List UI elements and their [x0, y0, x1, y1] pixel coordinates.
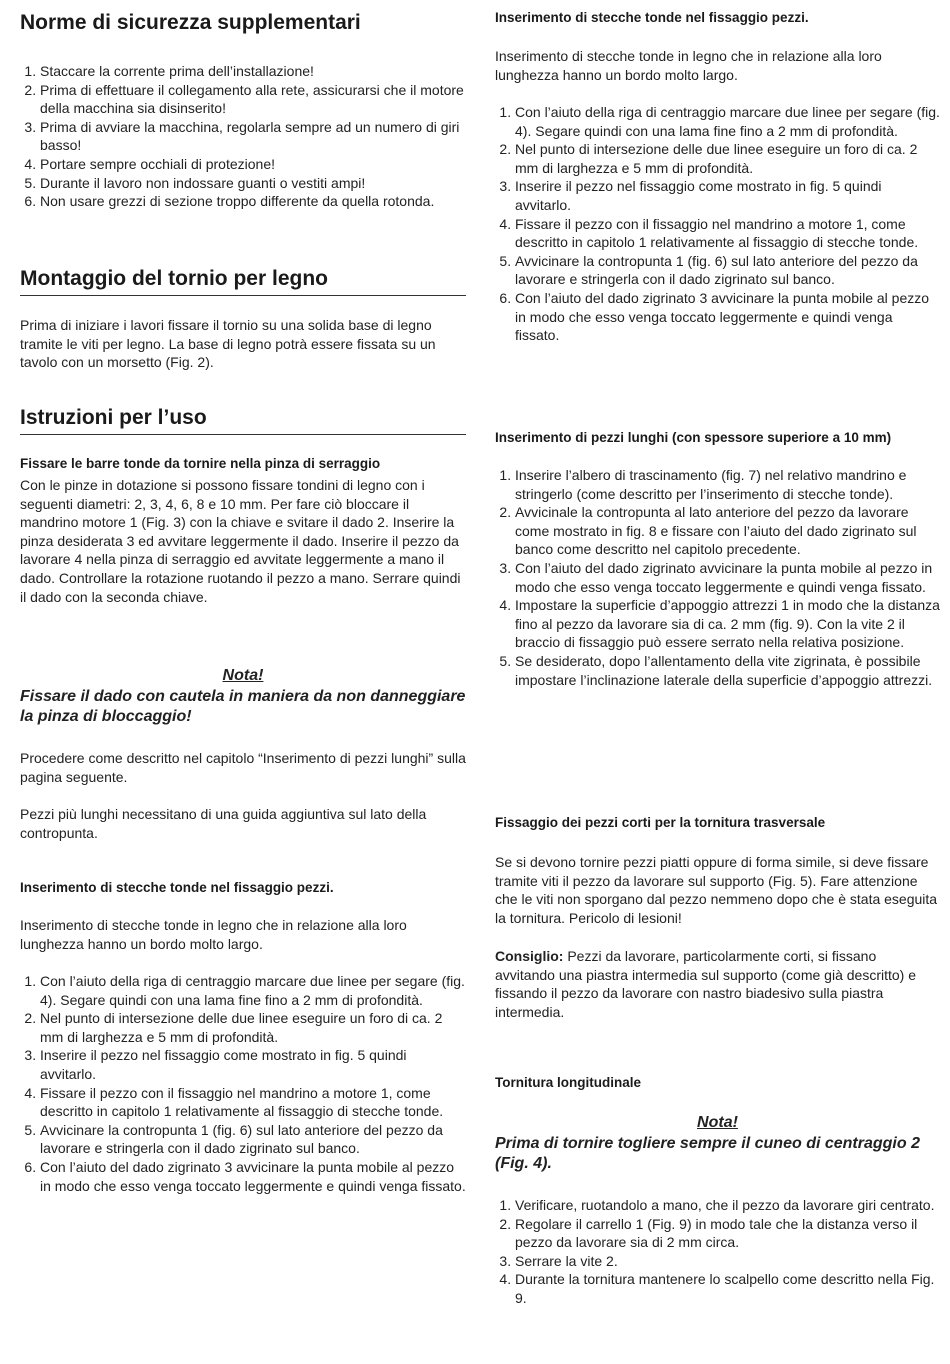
stecche-title: Inserimento di stecche tonde nel fissaggio pezzi. [20, 880, 334, 895]
list-item: 4. Fissare il pezzo con il fissaggio nel mandrino a motore 1, come descritto in capitolo 1 relativamente al fissaggio di stecche tonde. [40, 1084, 466, 1121]
list-item: 3. Prima di avviare la macchina, regolarla sempre ad un numero di giri basso! [40, 118, 466, 155]
list-item: 1. Staccare la corrente prima dell’installazione! [40, 62, 466, 81]
list-item: 2. Prima di effettuare il collegamento alla rete, assicurarsi che il motore della macchina sia disinserito! [40, 81, 466, 118]
stecche-title: Inserimento di stecche tonde nel fissaggio pezzi. [495, 10, 809, 25]
list-item: 5. Durante il lavoro non indossare guanti o vestiti ampi! [40, 174, 466, 193]
list-item: 6. Con l’aiuto del dado zigrinato 3 avvicinare la punta mobile al pezzo in modo che esso venga toccato leggermente e quindi venga fissato. [515, 289, 940, 345]
mounting-text: Prima di iniziare i lavori fissare il tornio su una solida base di legno tramite le viti per legno. La base di legno potrà essere fissata su un tavolo con un morsetto (Fig. 2). [20, 317, 436, 371]
tip-label: Consiglio: [495, 948, 564, 964]
list-item: 2. Avvicinale la contropunta al lato anteriore del pezzo da lavorare come mostrato in fig. 8 e fissare con l’aiuto del dado zigrinato sul banco come descritto nel capitolo precedente. [515, 503, 940, 559]
stecche-intro: Inserimento di stecche tonde in legno che in relazione alla loro lunghezza hanno un bordo molto largo. [495, 48, 882, 83]
nota-box [20, 666, 466, 727]
list-item: 1. Inserire l’albero di trascinamento (fig. 7) nel relativo mandrino e stringerlo (come descritto per l’inserimento di stecche tonde). [515, 466, 940, 503]
list-item: 1. Con l’aiuto della riga di centraggio marcare due linee per segare (fig. 4). Segare quindi con una lama fine fino a 2 mm di profondità. [40, 972, 466, 1009]
nota-text: Prima di tornire togliere sempre il cuneo di centraggio 2 (Fig. 4). [495, 1135, 920, 1172]
nota-title: Nota! [222, 667, 264, 684]
list-item: 3. Inserire il pezzo nel fissaggio come mostrato in fig. 5 quindi avvitarlo. [515, 177, 940, 214]
longitudinale-title: Tornitura longitudinale [495, 1075, 641, 1090]
mounting-title: Montaggio del tornio per legno [20, 266, 466, 296]
corti-tip [495, 947, 940, 1021]
stecche-list [20, 972, 466, 1195]
list-item: 2. Nel punto di intersezione delle due linee eseguire un foro di ca. 2 mm di larghezza e 5 mm di profondità. [40, 1009, 466, 1046]
list-item: 4. Fissare il pezzo con il fissaggio nel mandrino a motore 1, come descritto in capitolo 1 relativamente al fissaggio di stecche tonde. [515, 215, 940, 252]
list-item: 6. Con l’aiuto del dado zigrinato 3 avvicinare la punta mobile al pezzo in modo che esso venga toccato leggermente e quindi venga fissato. [40, 1158, 466, 1195]
stecche-list [495, 103, 940, 345]
usage-para-2: Procedere come descritto nel capitolo “Inserimento di pezzi lunghi” sulla pagina seguente. [20, 750, 466, 785]
list-item: 2. Regolare il carrello 1 (Fig. 9) in modo tale che la distanza verso il pezzo da lavorare sia di 2 mm circa. [515, 1215, 940, 1252]
safety-list [20, 62, 466, 211]
list-item: 2. Nel punto di intersezione delle due linee eseguire un foro di ca. 2 mm di larghezza e 5 mm di profondità. [515, 140, 940, 177]
list-item: 3. Serrare la vite 2. [515, 1252, 940, 1271]
safety-title: Norme di sicurezza supplementari [20, 11, 361, 34]
usage-subtitle: Fissare le barre tonde da tornire nella pinza di serraggio [20, 456, 381, 471]
nota-box [495, 1113, 940, 1174]
list-item: 4. Durante la tornitura mantenere lo scalpello come descritto nella Fig. 9. [515, 1270, 940, 1307]
list-item: 4. Impostare la superficie d’appoggio attrezzi 1 in modo che la distanza fino al pezzo da lavorare sia di ca. 2 mm (fig. 9). Con la vite 2 il braccio di fissaggio può essere serrato nella relativa posizione. [515, 596, 940, 652]
list-item: 5. Avvicinare la contropunta 1 (fig. 6) sul lato anteriore del pezzo da lavorare e stringerla con il dado zigrinato sul banco. [515, 252, 940, 289]
corti-title: Fissaggio dei pezzi corti per la tornitura trasversale [495, 815, 826, 830]
usage-text: Con le pinze in dotazione si possono fissare tondini di legno con i seguenti diametri: 2, 3, 4, 6, 8 e 10 mm. Per fare ciò bloccare il mandrino motore 1 (Fig. 3) con la chiave e svitare il dado 2. Inserire la pinza desiderata 3 ed avvitare leggermente il dado. Inserire il pezzo da lavorare 4 nella pinza di serraggio ed avvitate leggermente a mano il dado. Controllare la rotazione ruotando il pezzo a mano. Serrare quindi il dado con la seconda chiave. [20, 477, 461, 605]
list-item: 3. Con l’aiuto del dado zigrinato avvicinare la punta mobile al pezzo in modo che esso venga toccato leggermente e quindi venga fissato. [515, 559, 940, 596]
longitudinale-list [495, 1196, 940, 1308]
nota-title: Nota! [697, 1114, 738, 1131]
list-item: 5. Avvicinare la contropunta 1 (fig. 6) sul lato anteriore del pezzo da lavorare e stringerla con il dado zigrinato sul banco. [40, 1121, 466, 1158]
usage-para-3: Pezzi più lunghi necessitano di una guida aggiuntiva sul lato della contropunta. [20, 806, 427, 841]
list-item: 3. Inserire il pezzo nel fissaggio come mostrato in fig. 5 quindi avvitarlo. [40, 1046, 466, 1083]
list-item: 6. Non usare grezzi di sezione troppo differente da quella rotonda. [40, 192, 466, 211]
tip-text: Pezzi da lavorare, particolarmente corti, si fissano avvitando una piastra intermedia sul supporto (come già descritto) e fissando il pezzo da lavorare con nastro biadesivo sulla piastra intermedia. [495, 948, 916, 1020]
list-item: 4. Portare sempre occhiali di protezione! [40, 155, 466, 174]
corti-text: Se si devono tornire pezzi piatti oppure di forma simile, si deve fissare tramite viti il pezzo da lavorare sul supporto (Fig. 5). Fare attenzione che le viti non sporgano dal pezzo nemmeno dopo che è stata eseguita la tornitura. Pericolo di lesioni! [495, 854, 938, 926]
nota-text: Fissare il dado con cautela in maniera da non danneggiare la pinza di bloccaggio! [20, 688, 466, 725]
usage-title: Istruzioni per l’uso [20, 405, 466, 435]
list-item: 1. Con l’aiuto della riga di centraggio marcare due linee per segare (fig. 4). Segare quindi con una lama fine fino a 2 mm di profondità. [515, 103, 940, 140]
lunghi-title: Inserimento di pezzi lunghi (con spessore superiore a 10 mm) [495, 430, 892, 445]
list-item: 1. Verificare, ruotandolo a mano, che il pezzo da lavorare giri centrato. [515, 1196, 940, 1215]
list-item: 5. Se desiderato, dopo l’allentamento della vite zigrinata, è possibile impostare l’inclinazione laterale della superficie d’appoggio attrezzi. [515, 652, 940, 689]
lunghi-list [495, 466, 940, 689]
stecche-intro: Inserimento di stecche tonde in legno che in relazione alla loro lunghezza hanno un bordo molto largo. [20, 917, 407, 952]
